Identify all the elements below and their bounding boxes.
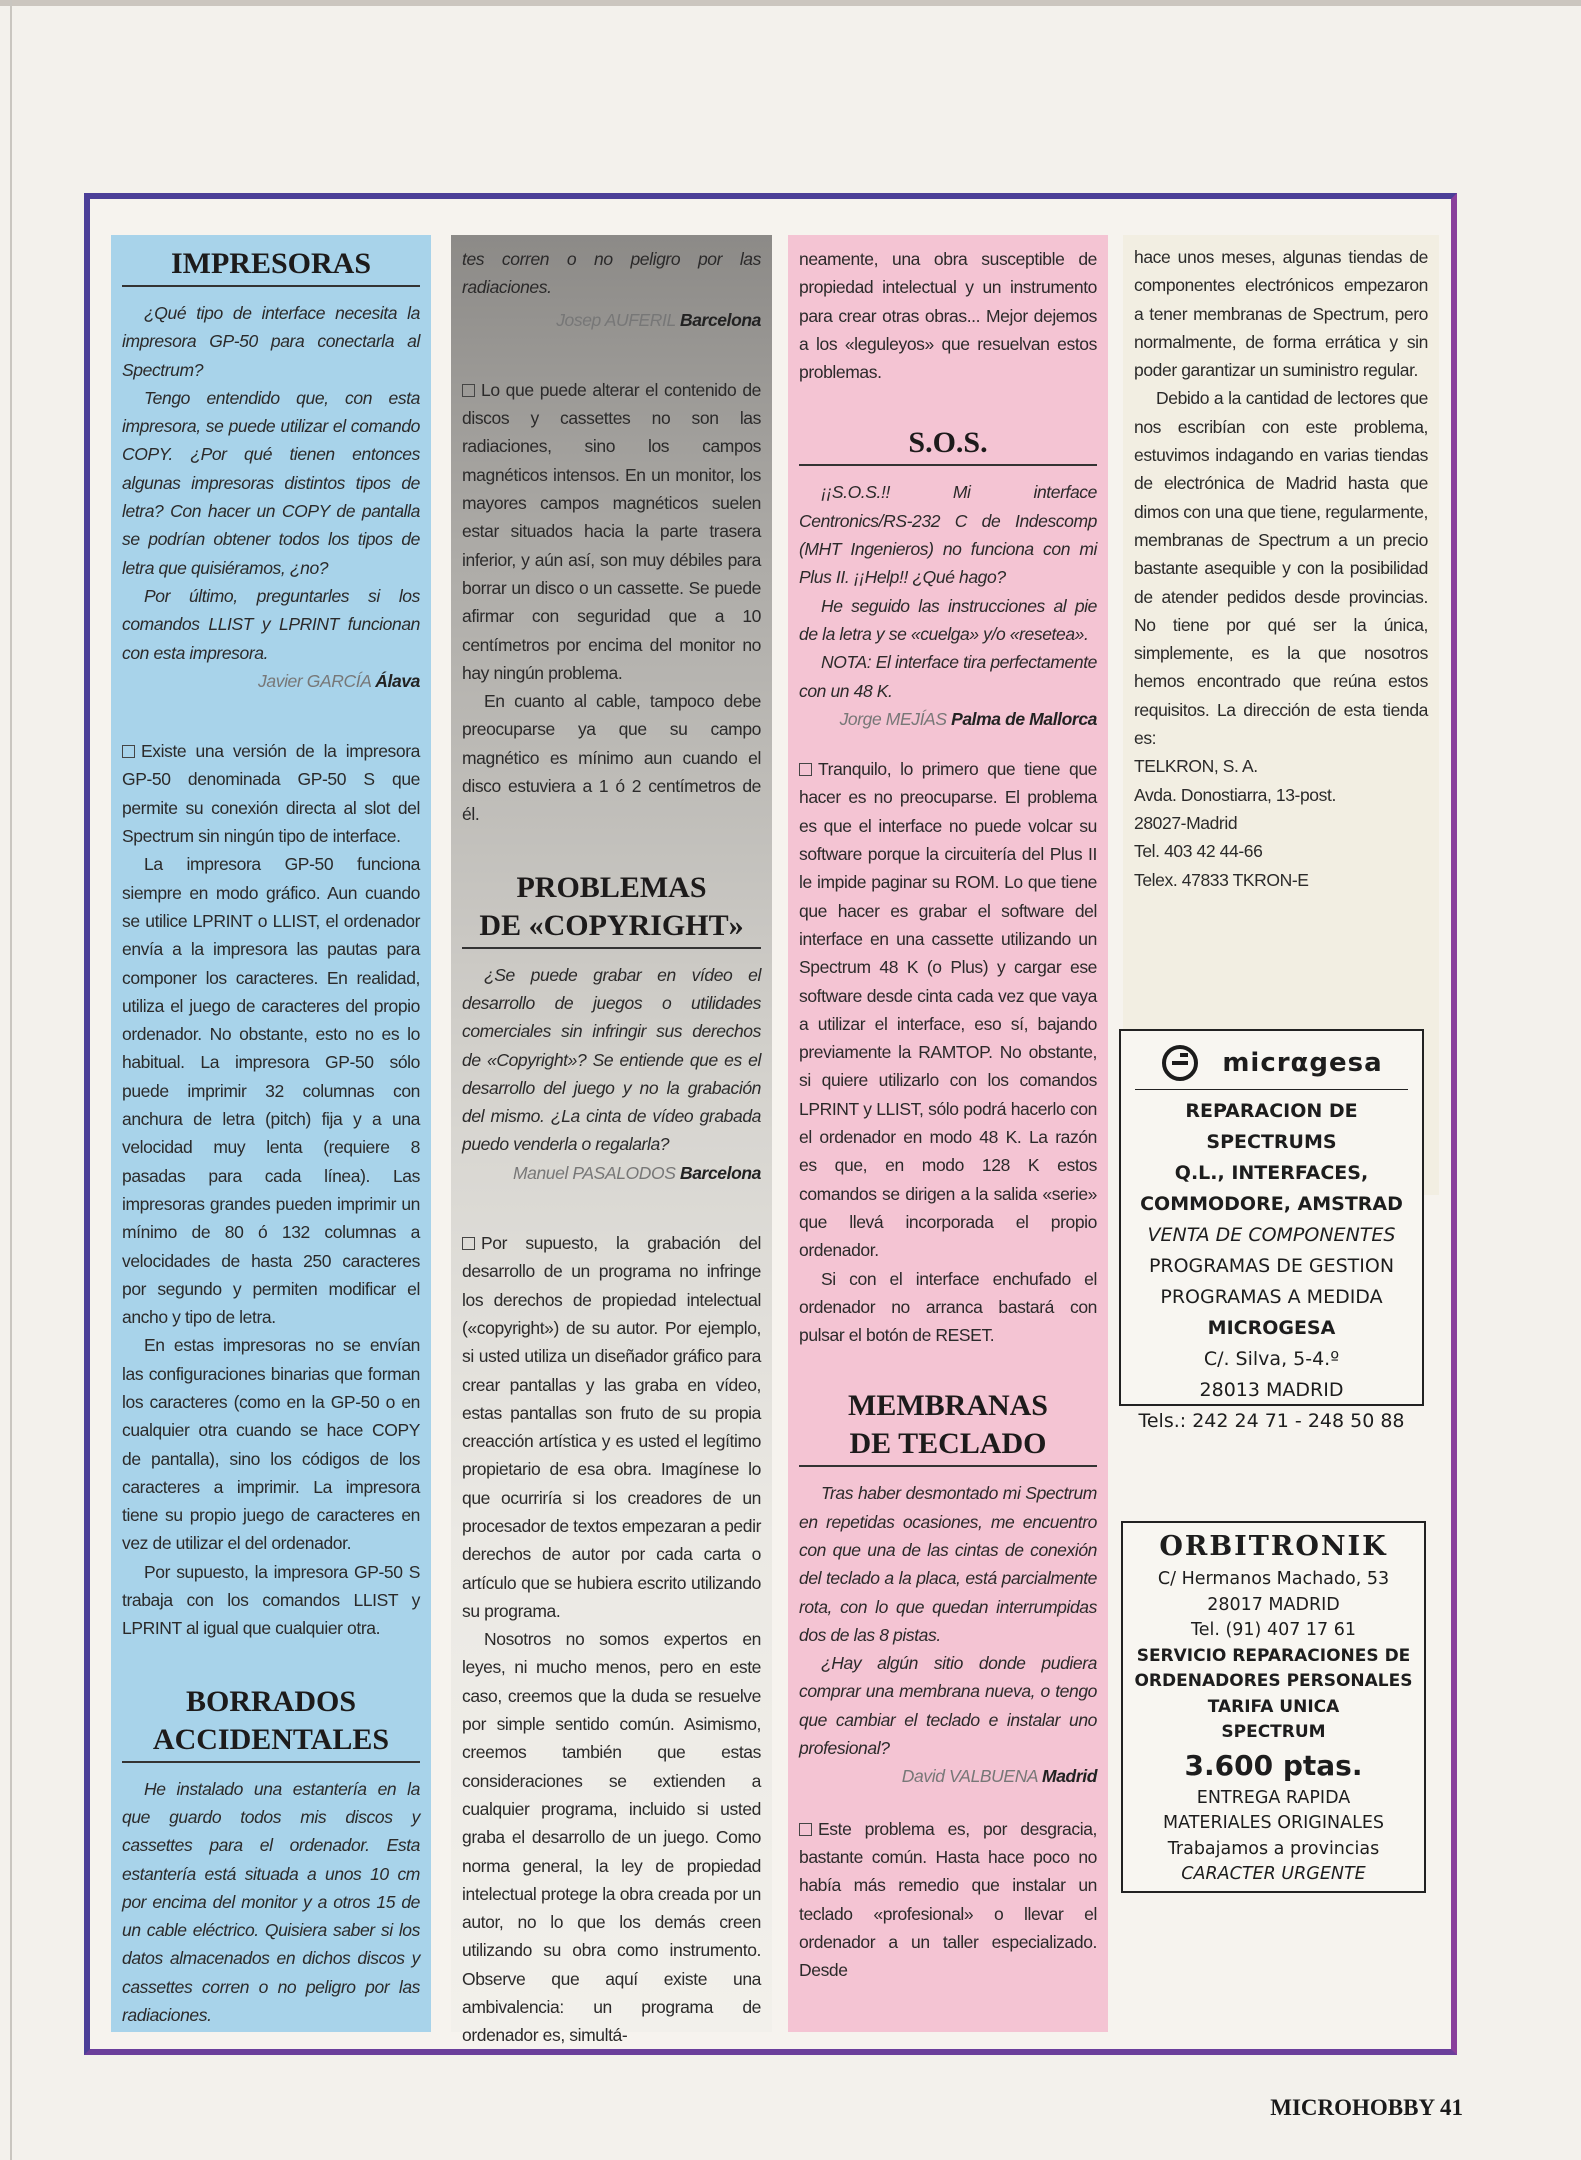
heading-borrados — [122, 1683, 420, 1763]
answer-paragraph: La impresora GP-50 funciona siempre en modo gráfico. Aun cuando se utilice LPRINT o LLIST, el ordenador envía a la impresora las pautas para componer los caracteres. En realidad, utiliza el juego de caracteres del propio ordenador. No obstante, esto no es lo habitual. La impresora GP-50 sólo puede imprimir 32 columnas con anchura de letra (pitch) fija y a una velocidad muy lenta (requiere 8 pasadas para cada línea). Las impresoras grandes pueden imprimir un mínimo de 80 ó 132 columnas a velocidades de hasta 250 caracteres por segundo y permiten modificar el ancho y tipo de letra. — [122, 854, 420, 1328]
spacer — [462, 1187, 761, 1229]
microgesa-logo-icon — [1160, 1043, 1200, 1083]
orbitronik-ad — [1121, 1521, 1426, 1893]
signature-city: Barcelona — [679, 309, 761, 330]
question-paragraph-continued: tes corren o no peligro por las radiaciones. — [462, 249, 761, 298]
answer-paragraph: Nosotros no somos expertos en leyes, ni mucho menos, pero en este caso, creemos que la duda se resuelve por simple sentido común. Asimismo, creemos también que estas consideraciones se extienden a cualquier programa, incluido si usted graba el desarrollo de un juego. Como norma general, la ley de propiedad intelectual protege la obra creada por un autor, no lo que los demás creen utilizando su obra como instrumento. Observe que aquí existe una ambivalencia: un programa de ordenador es, simultá- — [462, 1629, 761, 2046]
question-paragraph: Tengo entendido que, con esta impresora, se puede utilizar el comando COPY. ¿Por qué tienen entonces algunas impresoras distintos tipos de letra? Con hacer un COPY de pantalla se podrían obtener todos los tipos de letra que quisiéramos, ¿no? — [122, 387, 420, 578]
microgesa-logo — [1135, 1037, 1408, 1090]
signature-name: Manuel PASALODOS — [512, 1162, 676, 1183]
ad-line: Q.L., INTERFACES, — [1174, 1162, 1369, 1184]
spacer — [122, 695, 420, 737]
ad-line: ENTREGA RAPIDA — [1196, 1787, 1351, 1808]
ad-line: Trabajamos a provincias — [1167, 1838, 1380, 1859]
page-folio: MICROHOBBY 41 — [1270, 2095, 1463, 2120]
question-paragraph: He instalado una estantería en la que guardo todos mis discos y cassettes para el ordenador. Esta estantería está situada a unos 10 cm por encima del monitor y a otros 15 de un cable eléctrico. Quisiera saber si los datos almacenados en dichos discos y cassettes corren o no peligro por las radiaciones. — [122, 1778, 420, 2026]
ad-line: SERVICIO REPARACIONES DE — [1136, 1645, 1411, 1666]
answer-paragraph: En estas impresoras no se envían las configuraciones binarias que forman los caracteres (como en la GP-50 o en cualquier otra cuando se hace COPY de pantalla), sino los códigos de los caracteres a imprimir. La impresora tiene su propio juego de caracteres en vez de utilizar el del ordenador. — [122, 1335, 420, 1554]
page-gutter — [10, 0, 12, 2160]
column-3 — [788, 235, 1108, 2032]
answer-text: Tranquilo, lo primero que tiene que hacer es no preocuparse. El problema es que el interface no puede volcar su software porque la circuitería del Plus II le impide paginar su ROM. Lo que tiene que hacer es grabar el software del interface en una cassette utilizando un Spectrum 48 K (o Plus) y cargar ese software desde cinta cada vez que vaya a utilizar el interface, eso sí, bajando previamente la RAMTOP. No obstante, si quiere utilizarlo con los comandos LPRINT y LLIST, sólo podrá hacerlo con el ordenador en modo 48 K. La razón es que, en modo 128 K estos comandos se dirigen a la salida «serie» que llevá incorporada el propio ordenador. — [799, 759, 1097, 1261]
ad-line: PROGRAMAS A MEDIDA — [1160, 1286, 1383, 1308]
ad-price: 3.600 ptas. — [1184, 1748, 1363, 1782]
ad-line: Tels.: 242 24 71 - 248 50 88 — [1138, 1410, 1405, 1432]
address-line: 28027-Madrid — [1134, 812, 1238, 833]
answer-paragraph: Si con el interface enchufado el ordenador no arranca bastará con pulsar el botón de RESET. — [799, 1268, 1097, 1346]
heading-copyright — [462, 869, 761, 949]
ad-line: ORDENADORES PERSONALES — [1134, 1671, 1413, 1691]
ad-line: MICROGESA — [1207, 1317, 1336, 1339]
ad-line: C/ Hermanos Machado, 53 — [1157, 1569, 1390, 1589]
heading-line: DE «COPYRIGHT» — [479, 908, 744, 942]
signature — [799, 705, 1097, 733]
signature — [799, 1762, 1097, 1790]
answer-text: Este problema es, por desgracia, bastante común. Hasta hace poco no había más remedio que instalar un teclado «profesional» o llevar el ordenador a un taller especializado. Desde — [799, 1818, 1097, 1981]
spacer — [122, 1643, 420, 1683]
heading-membranas — [799, 1387, 1097, 1467]
ad-line: Tel. (91) 407 17 61 — [1190, 1620, 1357, 1640]
answer-text: Existe una versión de la impresora GP-50 denominada GP-50 S que permite su conexión directa al slot del Spectrum sin ningún tipo de interface. — [122, 741, 420, 847]
signature-name: Jorge MEJÍAS — [839, 708, 947, 729]
spacer — [462, 829, 761, 869]
signature-name: David VALBUENA — [901, 1766, 1038, 1787]
signature — [122, 667, 420, 695]
answer-paragraph: hace unos meses, algunas tiendas de componentes electrónicos empezaron a tener membranas de Spectrum, pero normalmente, de forma errática y sin poder garantizar un suministro regular. — [1134, 247, 1428, 381]
spacer — [799, 386, 1097, 424]
ad-line: 28017 MADRID — [1207, 1594, 1340, 1615]
signature-city: Madrid — [1042, 1766, 1097, 1787]
answer-paragraph — [799, 1815, 1097, 1985]
ad-line: 28013 MADRID — [1199, 1379, 1344, 1401]
ad-line: C/. Silva, 5-4.º — [1203, 1348, 1340, 1370]
heading-line: DE TECLADO — [849, 1427, 1047, 1461]
answer-text: Por supuesto, la grabación del desarrollo de un programa no infringe los derechos de propiedad intelectual («copyright») de su autor. Por ejemplo, si usted utiliza un diseñador gráfico para crear pantallas y las graba en vídeo, estas pantallas son fruto de su propia creacción artística y es usted el legítimo propietario de esa obra. Imagínese lo que ocurriría si los creadores de un procesador de textos empezaran a pedir derechos de autor por cada carta o artículo que se hubiera escrito utilizando su programa. — [462, 1233, 762, 1621]
ad-line: TARIFA UNICA — [1207, 1696, 1340, 1717]
question-paragraph: Tras haber desmontado mi Spectrum en repetidas ocasiones, me encuentro con que una de las cintas de conexión del teclado a la placa, está parcialmente rota, con lo que quedan interrumpidas dos de las 8 pistas. — [799, 1483, 1097, 1645]
spacer — [799, 733, 1097, 755]
heading-line: BORRADOS — [185, 1684, 357, 1718]
question-paragraph: ¿Se puede grabar en vídeo el desarrollo de juegos o utilidades comerciales sin infringir sus derechos de «Copyright»? Se entiende que es el desarrollo del juego y no la grabación del mismo. ¿La cinta de vídeo grabada puedo venderla o regalarla? — [462, 964, 761, 1155]
ad-line: MATERIALES ORIGINALES — [1162, 1813, 1385, 1833]
orbitronik-title: ORBITRONIK — [1159, 1531, 1388, 1562]
signature — [462, 1159, 761, 1187]
ad-line: SPECTRUM — [1221, 1722, 1326, 1742]
question-paragraph: NOTA: El interface tira perfectamente con un 48 K. — [799, 652, 1097, 701]
column-1 — [111, 235, 431, 2032]
signature-name: Josep AUFERIL — [556, 309, 676, 330]
spacer — [799, 1791, 1097, 1815]
answer-bullet-icon — [122, 745, 135, 758]
spacer — [799, 1349, 1097, 1387]
signature-city: Álava — [375, 670, 420, 691]
answer-paragraph — [462, 376, 761, 687]
heading-impresoras: IMPRESORAS — [122, 245, 420, 287]
ad-line: PROGRAMAS DE GESTION — [1148, 1255, 1395, 1277]
heading-line: PROBLEMAS — [516, 870, 707, 904]
question-paragraph: He seguido las instrucciones al pie de la letra y se «cuelga» y/o «resetea». — [799, 595, 1097, 644]
answer-bullet-icon — [799, 1823, 812, 1836]
answer-bullet-icon — [799, 763, 812, 776]
address-line: Tel. 403 42 44-66 — [1134, 841, 1263, 862]
answer-paragraph — [799, 755, 1097, 1264]
answer-paragraph: Por supuesto, la impresora GP-50 S trabaja con los comandos LLIST y LPRINT al igual que cualquier otra. — [122, 1561, 420, 1639]
ad-line: REPARACION DE SPECTRUMS — [1185, 1100, 1358, 1153]
microgesa-wordmark: micrαgesa — [1222, 1047, 1383, 1078]
spacer — [462, 334, 761, 376]
answer-bullet-icon — [462, 1237, 475, 1250]
answer-text: Lo que puede alterar el contenido de discos y cassettes no son las radiaciones, sino los campos magnéticos intensos. En un monitor, los mayores campos magnéticos suelen estar situados hacia la parte trasera inferior, y aún así, son muy débiles para borrar un disco o un cassette. Se puede afirmar con seguridad que a 10 centímetros por encima del monitor no hay ningún problema. — [462, 379, 761, 683]
answer-paragraph: En cuanto al cable, tampoco debe preocuparse ya que su campo magnético es mínimo aun cuando el disco estuviera a 1 ó 2 centímetros de él. — [462, 691, 761, 825]
answer-bullet-icon — [462, 384, 475, 397]
address-line: Avda. Donostiarra, 13-post. — [1134, 784, 1336, 805]
microgesa-ad — [1119, 1029, 1424, 1432]
signature — [462, 306, 761, 334]
signature-city: Barcelona — [679, 1162, 761, 1183]
ad-line: CARACTER URGENTE — [1181, 1864, 1366, 1884]
signature-city: Palma de Mallorca — [951, 708, 1097, 729]
answer-paragraph: neamente, una obra susceptible de propiedad intelectual y un instrumento para crear otras obras... Mejor dejemos a los «leguleyos» que resuelvan estos problemas. — [799, 249, 1097, 383]
ad-line: VENTA DE COMPONENTES — [1147, 1224, 1396, 1246]
heading-sos: S.O.S. — [799, 424, 1097, 466]
question-paragraph: ¡¡S.O.S.!! Mi interface Centronics/RS-232 C de Indescomp (MHT Ingenieros) no funciona con mi Plus II. ¡¡Help!! ¿Qué hago? — [799, 482, 1097, 588]
answer-paragraph — [122, 737, 420, 850]
ad-line: COMMODORE, AMSTRAD — [1140, 1193, 1403, 1215]
question-paragraph: Por último, preguntarles si los comandos LLIST y LPRINT funcionan con esta impresora. — [122, 585, 420, 663]
answer-paragraph — [462, 1229, 761, 1625]
heading-line: MEMBRANAS — [848, 1389, 1048, 1423]
heading-line: ACCIDENTALES — [152, 1722, 390, 1756]
answer-paragraph: Debido a la cantidad de lectores que nos escribían con este problema, estuvimos indagando en varias tiendas de electrónica de Madrid hasta que dimos con una que tiene, regularmente, membranas de Spectrum a un precio bastante asequible y con la posibilidad de atender pedidos desde provincias. No tiene por qué ser la única, simplemente, es la que nosotros hemos encontrado que reúna estos requisitos. La dirección de esta tienda es: — [1134, 388, 1428, 749]
column-2 — [451, 235, 772, 2046]
question-paragraph: ¿Hay algún sitio donde pudiera comprar una membrana nueva, o tengo que cambiar el teclado e instalar uno profesional? — [799, 1653, 1097, 1759]
question-paragraph: ¿Qué tipo de interface necesita la impresora GP-50 para conectarla al Spectrum? — [122, 303, 420, 380]
signature-name: Javier GARCÍA — [258, 670, 371, 691]
address-line: TELKRON, S. A. — [1134, 756, 1258, 777]
top-edge — [0, 0, 1581, 6]
address-line: Telex. 47833 TKRON-E — [1134, 869, 1309, 890]
